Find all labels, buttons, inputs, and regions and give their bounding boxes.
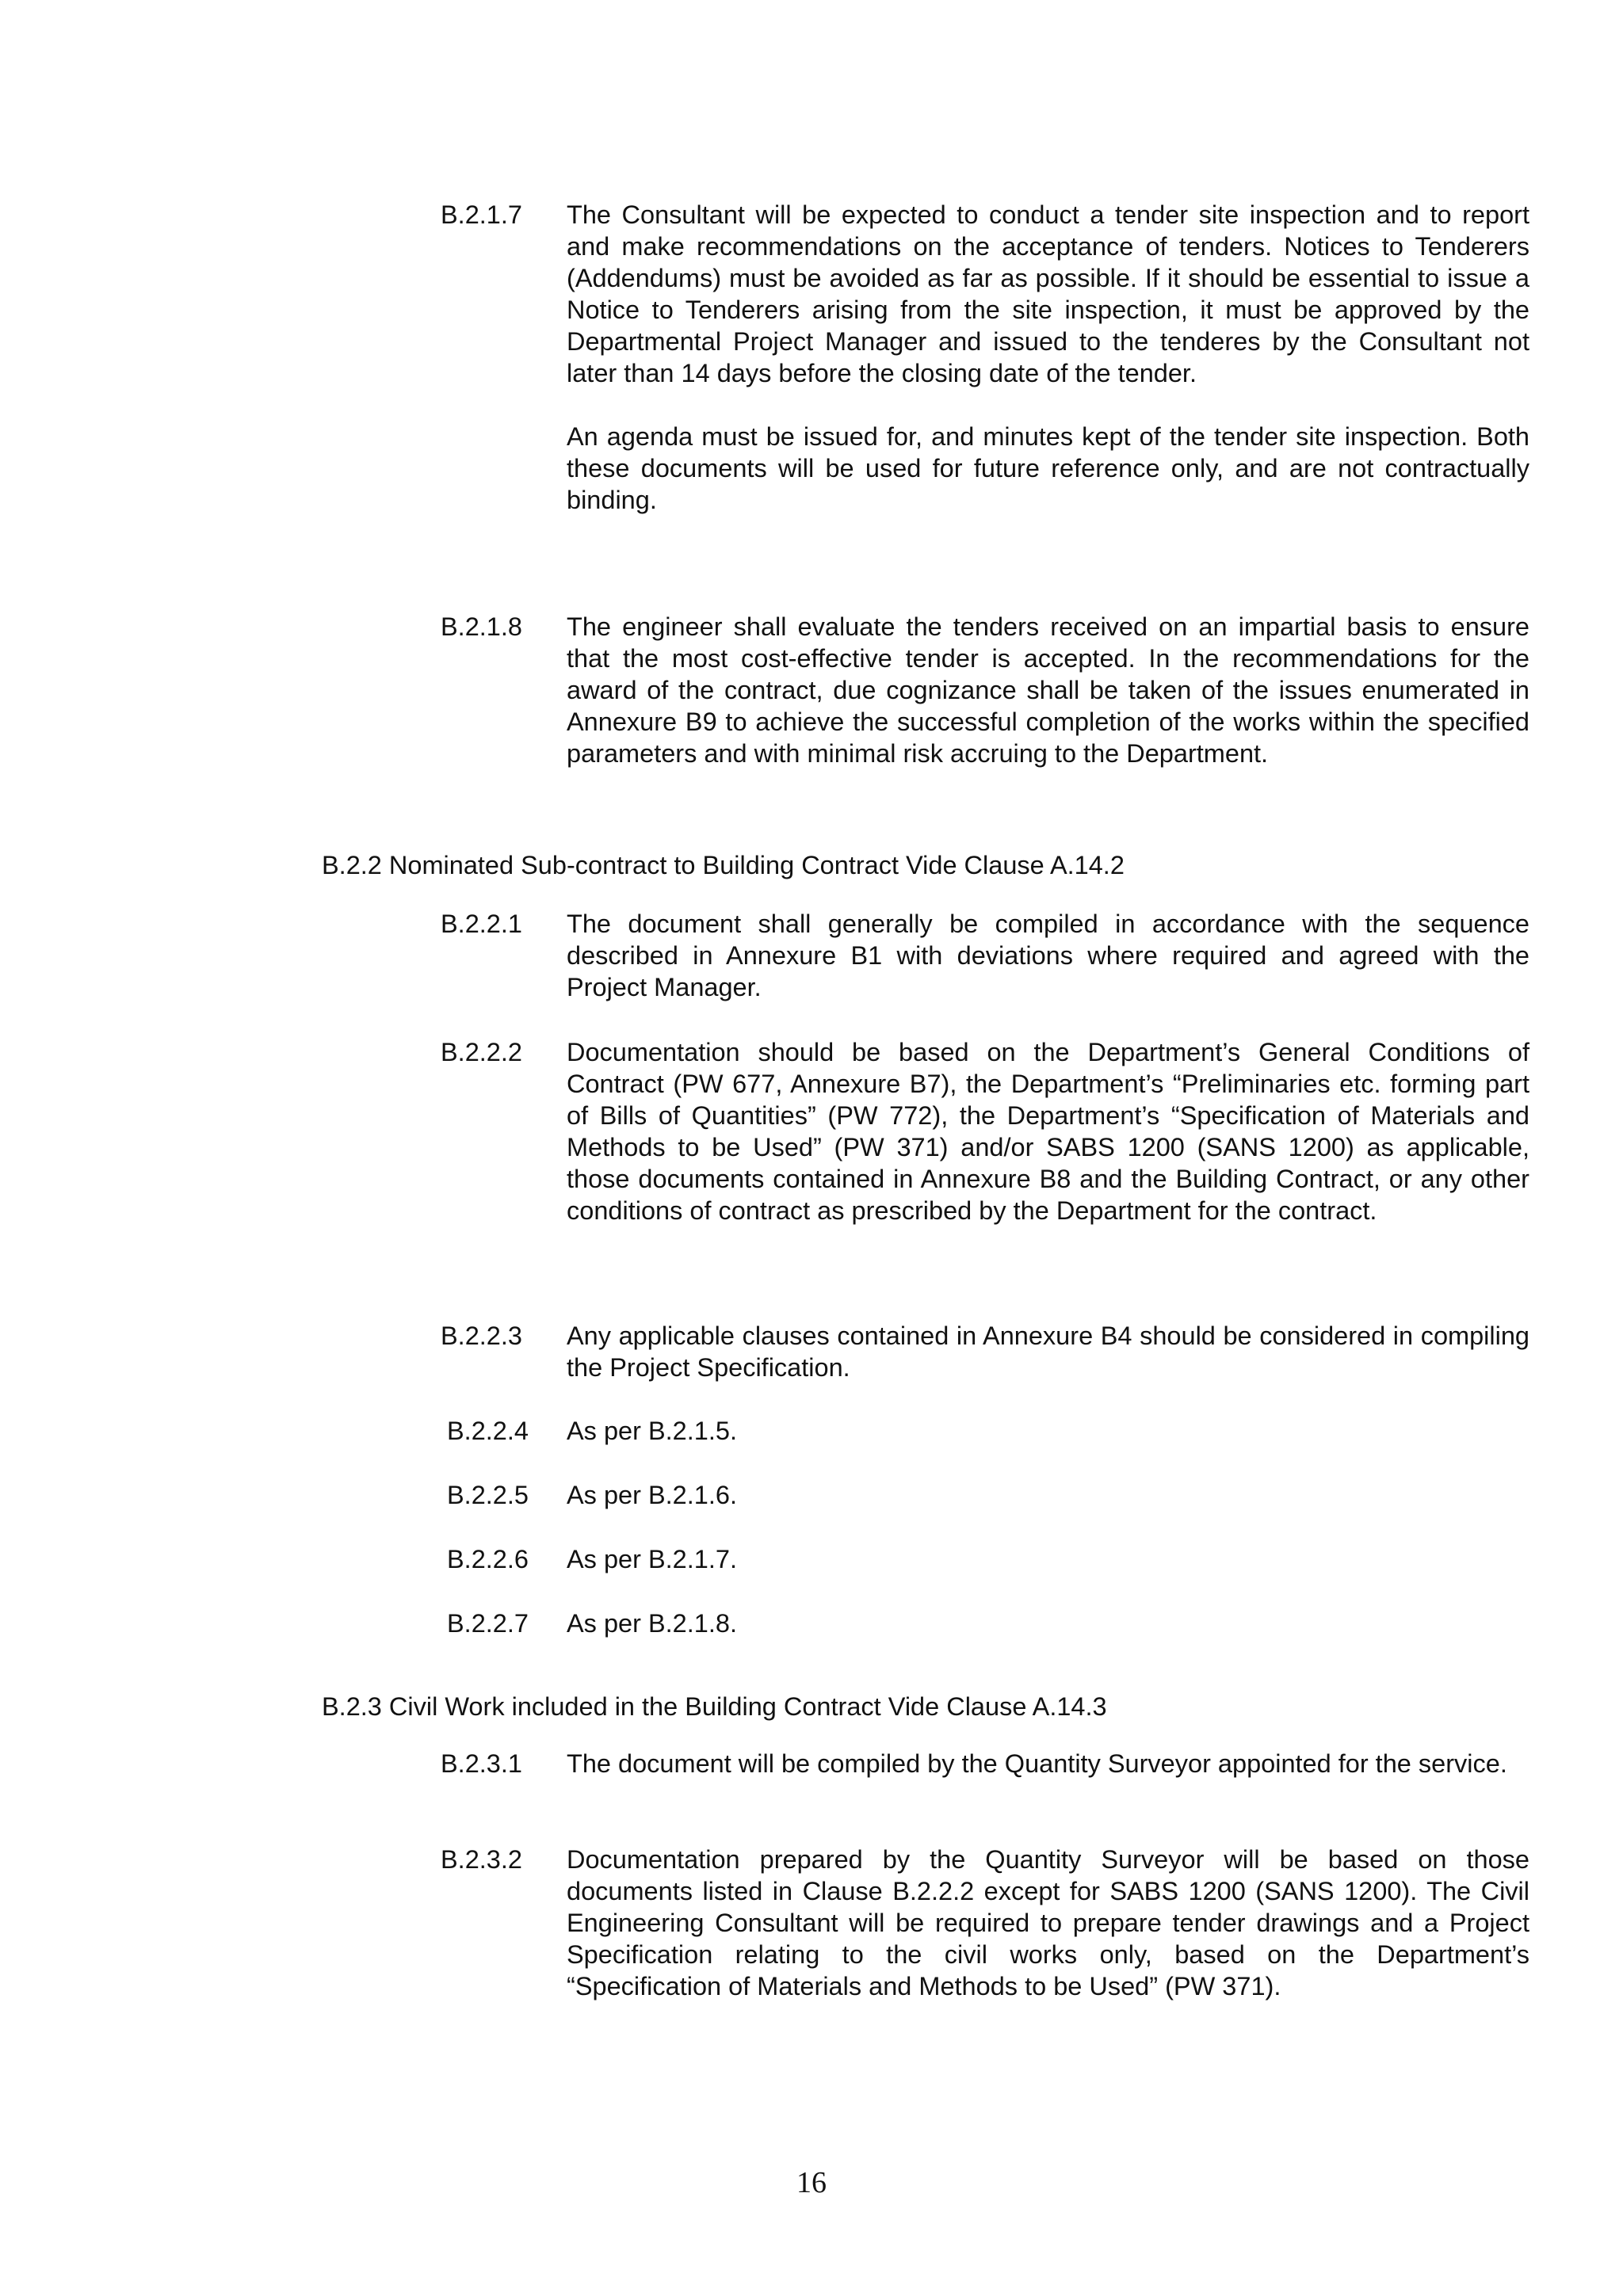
- clause-number: B.2.2.3: [441, 1322, 522, 1350]
- clause-number: B.2.2.2: [441, 1038, 522, 1066]
- clause-body: [567, 1608, 1529, 1639]
- clause-paragraph: An agenda must be issued for, and minutes kept of the tender site inspection. Both these documents will be used for future reference only, and are not contractually binding.: [567, 422, 1529, 514]
- clause-number: B.2.2.7: [447, 1609, 529, 1638]
- clause-body: [567, 1844, 1529, 2002]
- clause-paragraph: Any applicable clauses contained in Annexure B4 should be considered in compiling the Project Specification.: [567, 1322, 1529, 1382]
- clause-paragraph: The engineer shall evaluate the tenders received on an impartial basis to ensure that the most cost-effective tender is accepted. In the recommendations for the award of the contract, due cognizance shall be taken of the issues enumerated in Annexure B9 to achieve the successful completion of the works within the specified parameters and with minimal risk accruing to the Department.: [567, 612, 1529, 768]
- clause-number: B.2.2.4: [447, 1417, 529, 1445]
- clause-number: B.2.2.1: [441, 910, 522, 938]
- clause-body: [567, 1036, 1529, 1226]
- clause-body: [567, 611, 1529, 769]
- clause-body: [567, 199, 1529, 516]
- clause-body: [567, 1320, 1529, 1383]
- clause-paragraph: Documentation should be based on the Department’s General Conditions of Contract (PW 677, Annexure B7), the Department’s “Preliminaries etc. forming part of Bills of Quantities” (PW 772), the Department’s “Specification of Materials and Methods to be Used” (PW 371) and/or SABS 1200 (SANS 1200) as applicable, those documents contained in Annexure B8 and the Building Contract, or any other conditions of contract as prescribed by the Department for the contract.: [567, 1038, 1529, 1225]
- clause-paragraph: As per B.2.1.8.: [567, 1609, 737, 1638]
- section-heading-b-2-2: B.2.2 Nominated Sub-contract to Building Contract Vide Clause A.14.2: [322, 851, 1125, 879]
- clause-number: B.2.3.1: [441, 1749, 522, 1778]
- clause-number: B.2.2.6: [447, 1545, 529, 1573]
- clause-body: [567, 1415, 1529, 1447]
- section-heading-b-2-3: B.2.3 Civil Work included in the Building Contract Vide Clause A.14.3: [322, 1692, 1107, 1721]
- clause-number: B.2.1.7: [441, 200, 522, 229]
- clause-number: B.2.2.5: [447, 1481, 529, 1509]
- clause-paragraph: The document will be compiled by the Quantity Surveyor appointed for the service.: [567, 1749, 1507, 1778]
- clause-paragraph: Documentation prepared by the Quantity Surveyor will be based on those documents listed in Clause B.2.2.2 except for SABS 1200 (SANS 1200). The Civil Engineering Consultant will be required to prepare tender drawings and a Project Specification relating to the civil works only, based on the Department’s “Specification of Materials and Methods to be Used” (PW 371).: [567, 1845, 1529, 2000]
- clause-paragraph: The Consultant will be expected to conduct a tender site inspection and to report and make recommendations on the acceptance of tenders. Notices to Tenderers (Addendums) must be avoided as far as possible. If it should be essential to issue a Notice to Tenderers arising from the site inspection, it must be approved by the Departmental Project Manager and issued to the tenderes by the Consultant not later than 14 days before the closing date of the tender.: [567, 200, 1529, 387]
- clause-paragraph: As per B.2.1.6.: [567, 1481, 737, 1509]
- clause-number: B.2.3.2: [441, 1845, 522, 1874]
- clause-body: [567, 1479, 1529, 1511]
- clause-paragraph: As per B.2.1.5.: [567, 1417, 737, 1445]
- clause-body: [567, 1543, 1529, 1575]
- clause-number: B.2.1.8: [441, 612, 522, 641]
- clause-paragraph: As per B.2.1.7.: [567, 1545, 737, 1573]
- page-number: 16: [796, 2166, 827, 2199]
- clause-body: [567, 1748, 1529, 1779]
- clause-body: [567, 908, 1529, 1003]
- clause-paragraph: The document shall generally be compiled in accordance with the sequence described in Annexure B1 with deviations where required and agreed with the Project Manager.: [567, 910, 1529, 1001]
